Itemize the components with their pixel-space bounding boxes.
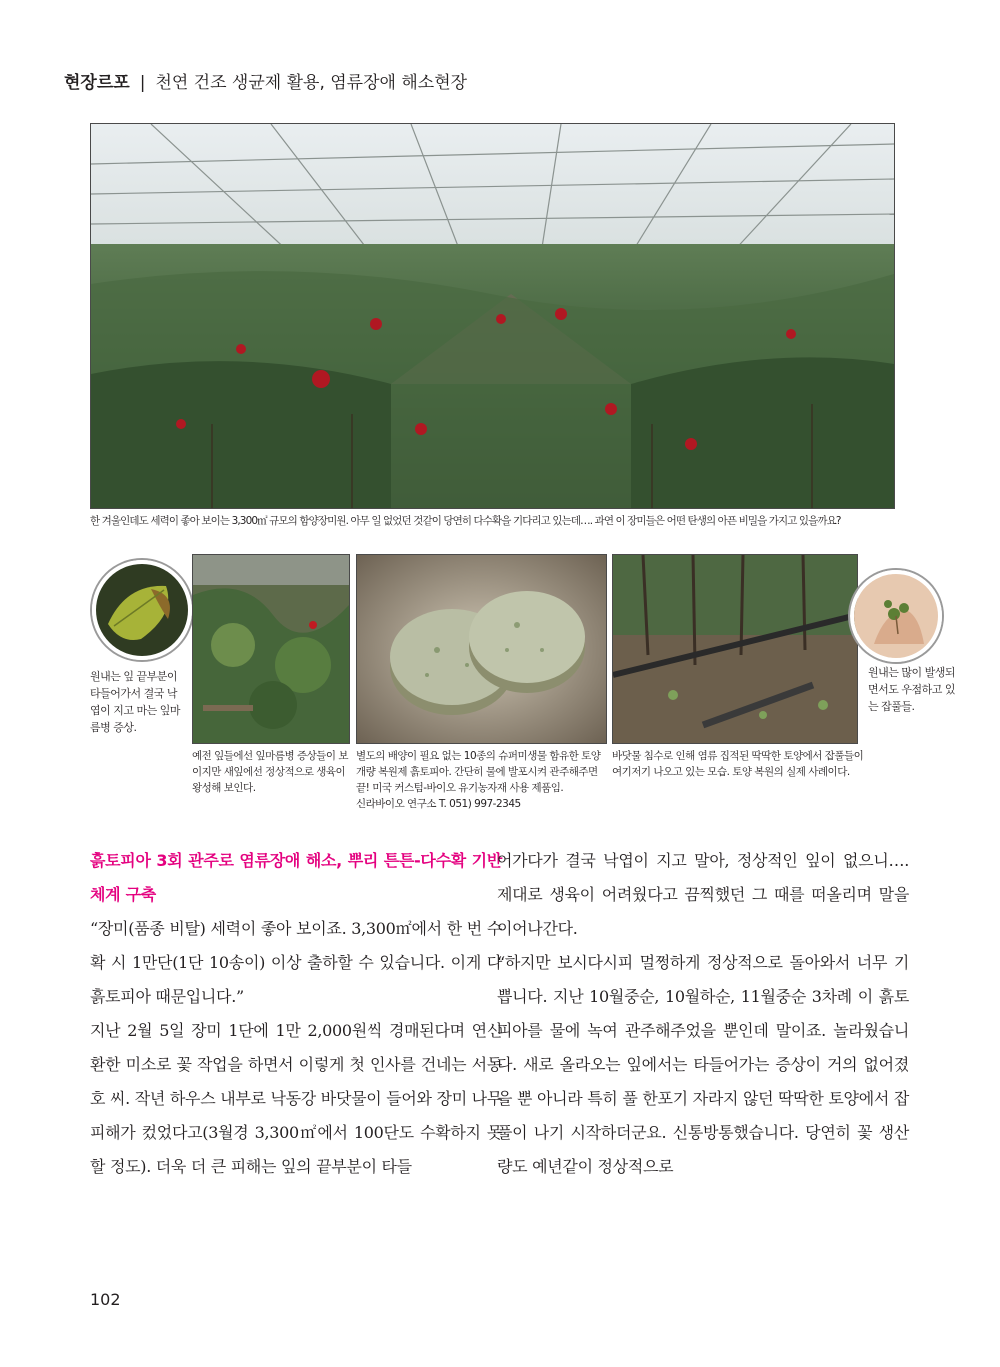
page-header [64, 68, 467, 98]
weed-caption: 원내는 많이 발생되면서도 우점하고 있는 잡풀들. [868, 666, 956, 713]
article-paragraph: “하지만 보시다시피 멀쩡하게 정상적으로 돌아와서 너무 기쁩니다. 지난 10월중순, 10월하순, 11월중순 3차례 이 흙토피아를 물에 녹여 관주해주었을 뿐인데 말이죠. 놀라웠습니다. 새로 올라오는 잎에서는 타들어가는 증상이 거의 없어졌을 뿐 아니라 특히 풀 한포기 자라지 않던 딱딱한 토양에서 잡풀이 나기 시작하더군요. 신통방통했습니다. 당연히 꽃 생산량도 예년같이 정상적으로 [497, 953, 909, 1176]
heuktopia-caption-text: 별도의 배양이 필요 없는 10종의 슈퍼미생물 함유한 토양개량 복원제 흙토피아. 간단히 물에 발포시켜 관주해주면 끝! 미국 커스텀-바이오 유기농자재 사용 제품임. [356, 750, 601, 794]
page-number: 102 [90, 1290, 121, 1309]
article-paragraph: “장미(품종 비탈) 세력이 좋아 보이죠. 3,300㎡에서 한 번 수확 시 1만단(1단 10송이) 이상 출하할 수 있습니다. 이게 다 흙토피아 때문입니다.” [90, 919, 502, 1006]
weed-inset [850, 570, 942, 662]
article-column-left [90, 844, 502, 1184]
rose-bush-illustration [193, 555, 349, 743]
soil-illustration [613, 555, 857, 743]
article-subhead: 흙토피아 3회 관주로 염류장애 해소, 뿌리 튼튼-다수확 기반체계 구축 [90, 851, 502, 904]
weed-in-hand-illustration [854, 574, 938, 658]
blighted-leaf-illustration [96, 564, 188, 656]
heuktopia-caption [356, 748, 605, 812]
header-separator: | [139, 73, 146, 93]
leaf-blight-inset [92, 560, 192, 660]
heuktopia-contact: 신라바이오 연구소 T. 051) 997-2345 [356, 798, 521, 810]
article-column-right [497, 844, 909, 1184]
main-photo-caption: 한 겨울인데도 세력이 좋아 보이는 3,300㎡ 규모의 함양장미원. 아무 일 없었던 것같이 당연히 다수확을 기다리고 있는데…. 과연 이 장미들은 어떤 탄생의 아픈 비밀을 가지고 있을까요? [90, 515, 841, 527]
article-paragraph: 지난 2월 5일 장미 1단에 1만 2,000원씩 경매된다며 연신 환한 미소로 꽃 작업을 하면서 이렇게 첫 인사를 건네는 서동호 씨. 작년 하우스 내부로 낙동강 바닷물이 들어와 장미 나무 피해가 컸었다고(3월경 3,300㎡에서 100단도 수확하지 못할 정도). 더욱 더 큰 피해는 잎의 끝부분이 타들 [90, 1021, 502, 1176]
article-paragraph: 어가다가 결국 낙엽이 지고 말아, 정상적인 잎이 없으니…. 제대로 생육이 어려웠다고 끔찍했던 그 때를 떠올리며 말을 이어나간다. [497, 851, 909, 938]
tablet-illustration [357, 555, 606, 743]
saline-soil-caption: 바닷물 침수로 인해 염류 집적된 딱딱한 토양에서 잡풀들이 여기저기 나오고 있는 모습. 토양 복원의 실제 사례이다. [612, 750, 864, 778]
greenhouse-illustration [91, 124, 894, 508]
greenhouse-rose-photo [90, 123, 895, 509]
rose-bush-caption: 예전 잎들에선 잎마름병 증상들이 보이지만 새잎에선 정상적으로 생육이 왕성해 보인다. [192, 750, 348, 794]
leaf-blight-caption: 원내는 잎 끝부분이 타들어가서 결국 낙엽이 지고 마는 잎마름병 증상. [90, 670, 180, 734]
section-label: 현장르포 [64, 73, 130, 93]
heuktopia-tablet-photo [356, 554, 607, 744]
header-title: 천연 건조 생균제 활용, 염류장애 해소현장 [155, 73, 468, 93]
rose-bush-photo [192, 554, 350, 744]
saline-soil-photo [612, 554, 858, 744]
